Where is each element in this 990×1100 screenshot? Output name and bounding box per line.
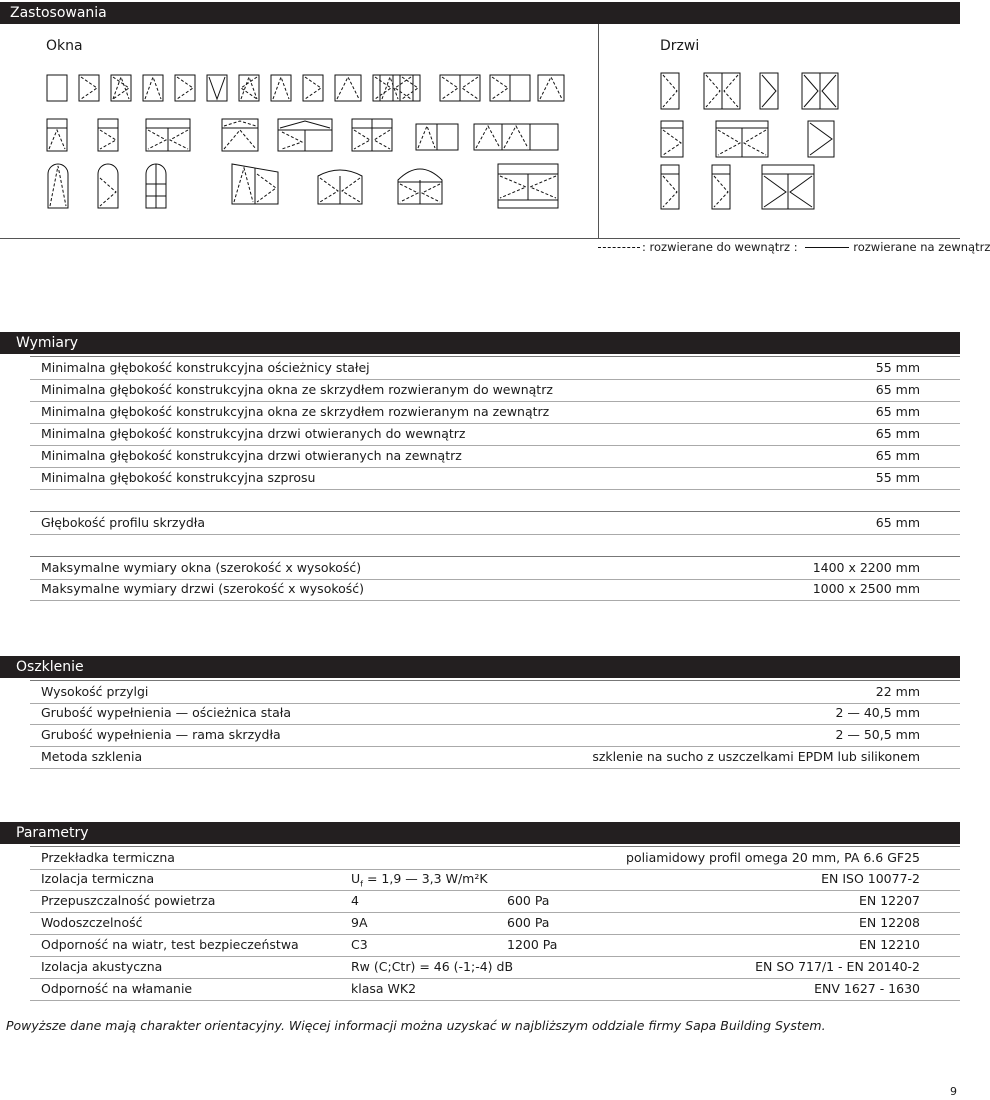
section-header-parametry: Parametry <box>0 822 960 844</box>
dashed-line-icon <box>598 247 640 248</box>
table-row: Minimalna głębokość konstrukcyjna ościeżnicy stałej 55 mm <box>30 356 960 380</box>
panel-divider <box>598 24 599 238</box>
window-types-row-2-icon <box>46 118 566 154</box>
table-row: Minimalna głębokość konstrukcyjna szprosu 55 mm <box>30 467 960 490</box>
table-row: Przepuszczalność powietrza 4 600 Pa EN 12207 <box>30 890 960 913</box>
table-row: Grubość wypełnienia — ościeżnica stała 2 — 40,5 mm <box>30 702 960 725</box>
page-number: 9 <box>950 1085 957 1098</box>
table-row: Minimalna głębokość konstrukcyjna drzwi otwieranych do wewnątrz 65 mm <box>30 423 960 446</box>
section-header-oszklenie: Oszklenie <box>0 656 960 678</box>
table-row: Odporność na wiatr, test bezpieczeństwa C3 1200 Pa EN 12210 <box>30 934 960 957</box>
drzwi-label: Drzwi <box>660 38 700 54</box>
door-types-row-2-icon <box>660 120 850 160</box>
legend-outward: rozwierane na zewnątrz <box>853 240 990 254</box>
table-row: Wysokość przylgi 22 mm <box>30 680 960 704</box>
window-types-row-1b-icon <box>378 74 588 104</box>
table-row: Głębokość profilu skrzydła 65 mm <box>30 511 960 535</box>
section-header-zastosowania: Zastosowania <box>0 2 960 24</box>
door-types-row-1-icon <box>660 72 850 112</box>
section-header-wymiary: Wymiary <box>0 332 960 354</box>
okna-label: Okna <box>46 38 83 54</box>
window-types-row-3-icon <box>46 160 566 212</box>
table-row: Odporność na włamanie klasa WK2 ENV 1627 - 1630 <box>30 978 960 1001</box>
table-row: Maksymalne wymiary drzwi (szerokość x wysokość) 1000 x 2500 mm <box>30 578 960 601</box>
legend-inward: : rozwierane do wewnątrz : <box>642 240 798 254</box>
table-row: Minimalna głębokość konstrukcyjna drzwi otwieranych na zewnątrz 65 mm <box>30 445 960 468</box>
table-row: Maksymalne wymiary okna (szerokość x wysokość) 1400 x 2200 mm <box>30 556 960 580</box>
legend <box>598 240 990 254</box>
table-row: Przekładka termiczna poliamidowy profil omega 20 mm, PA 6.6 GF25 <box>30 846 960 870</box>
door-types-row-3-icon <box>660 164 850 212</box>
table-row: Minimalna głębokość konstrukcyjna okna ze skrzydłem rozwieranym na zewnątrz 65 mm <box>30 401 960 424</box>
table-row: Grubość wypełnienia — rama skrzydła 2 — 50,5 mm <box>30 724 960 747</box>
thermal-value: $U_f = 1,9$ — 3,3 W/m²K <box>351 871 488 889</box>
table-row: Metoda szklenia szklenie na sucho z uszczelkami EPDM lub silikonem <box>30 746 960 769</box>
table-row: Izolacja termiczna $U_f = 1,9$ — 3,3 W/m²K EN ISO 10077-2 <box>30 868 960 891</box>
table-row: Wodoszczelność 9A 600 Pa EN 12208 <box>30 912 960 935</box>
table-row: Minimalna głębokość konstrukcyjna okna ze skrzydłem rozwieranym do wewnątrz 65 mm <box>30 379 960 402</box>
solid-line-icon <box>805 247 849 248</box>
footer-note: Powyższe dane mają charakter orientacyjny. Więcej informacji można uzyskać w najbliższym oddziale firmy Sapa Building System. <box>6 1018 826 1033</box>
table-row: Izolacja akustyczna Rw (C;Ctr) = 46 (-1;-4) dB EN SO 717/1 - EN 20140-2 <box>30 956 960 979</box>
